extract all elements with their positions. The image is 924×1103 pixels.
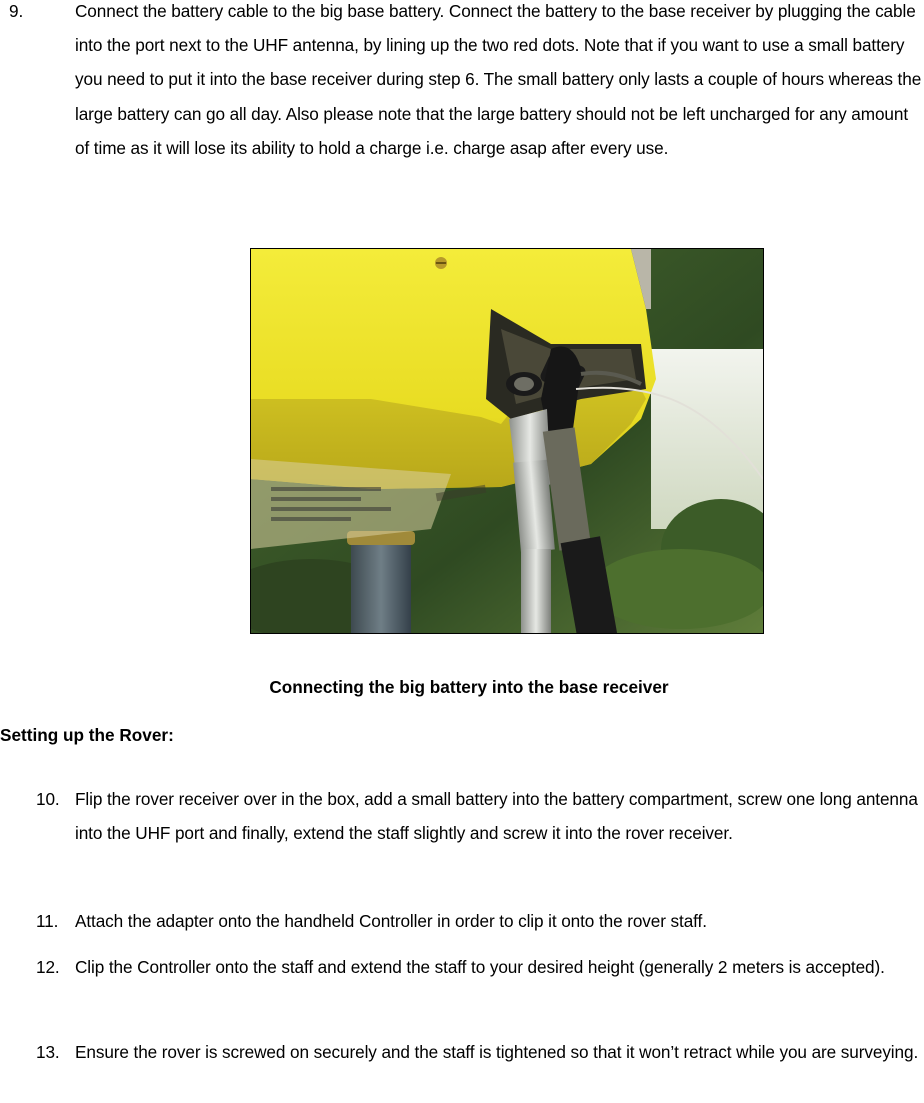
step-text: Flip the rover receiver over in the box, add a small battery into the battery compartment, screw one long antenna into the UHF port and finally, extend the staff slightly and screw it into the rover receiver. xyxy=(75,789,918,844)
list-item-step-9 xyxy=(9,0,924,165)
section-heading: Setting up the Rover: xyxy=(0,725,174,745)
list-item-step-10 xyxy=(36,782,924,850)
step-number: 10. xyxy=(36,789,60,809)
step-text: Clip the Controller onto the staff and extend the staff to your desired height (generally 2 meters is accepted). xyxy=(75,957,885,977)
photo-battery-connection xyxy=(250,248,764,634)
list-item-step-13 xyxy=(36,1035,924,1069)
figure-caption: Connecting the big battery into the base receiver xyxy=(269,677,669,697)
step-text: Attach the adapter onto the handheld Controller in order to clip it onto the rover staff. xyxy=(75,911,707,931)
step-number: 12. xyxy=(36,957,60,977)
step-text: Connect the battery cable to the big base battery. Connect the battery to the base receiver by plugging the cable into the port next to the UHF antenna, by lining up the two red dots. Note that if you want to use a small battery you need to put it into the base receiver during step 6. The small battery only lasts a couple of hours whereas the large battery can go all day. Also please note that the large battery should not be left uncharged for any amount of time as it will lose its ability to hold a charge i.e. charge asap after every use. xyxy=(75,1,922,158)
step-number: 9. xyxy=(9,1,24,21)
list-item-step-11 xyxy=(36,904,924,938)
step-text: Ensure the rover is screwed on securely and the staff is tightened so that it won’t retract while you are surveying. xyxy=(75,1042,919,1062)
list-item-step-12 xyxy=(36,950,924,984)
step-number: 11. xyxy=(36,911,59,931)
step-number: 13. xyxy=(36,1042,60,1062)
